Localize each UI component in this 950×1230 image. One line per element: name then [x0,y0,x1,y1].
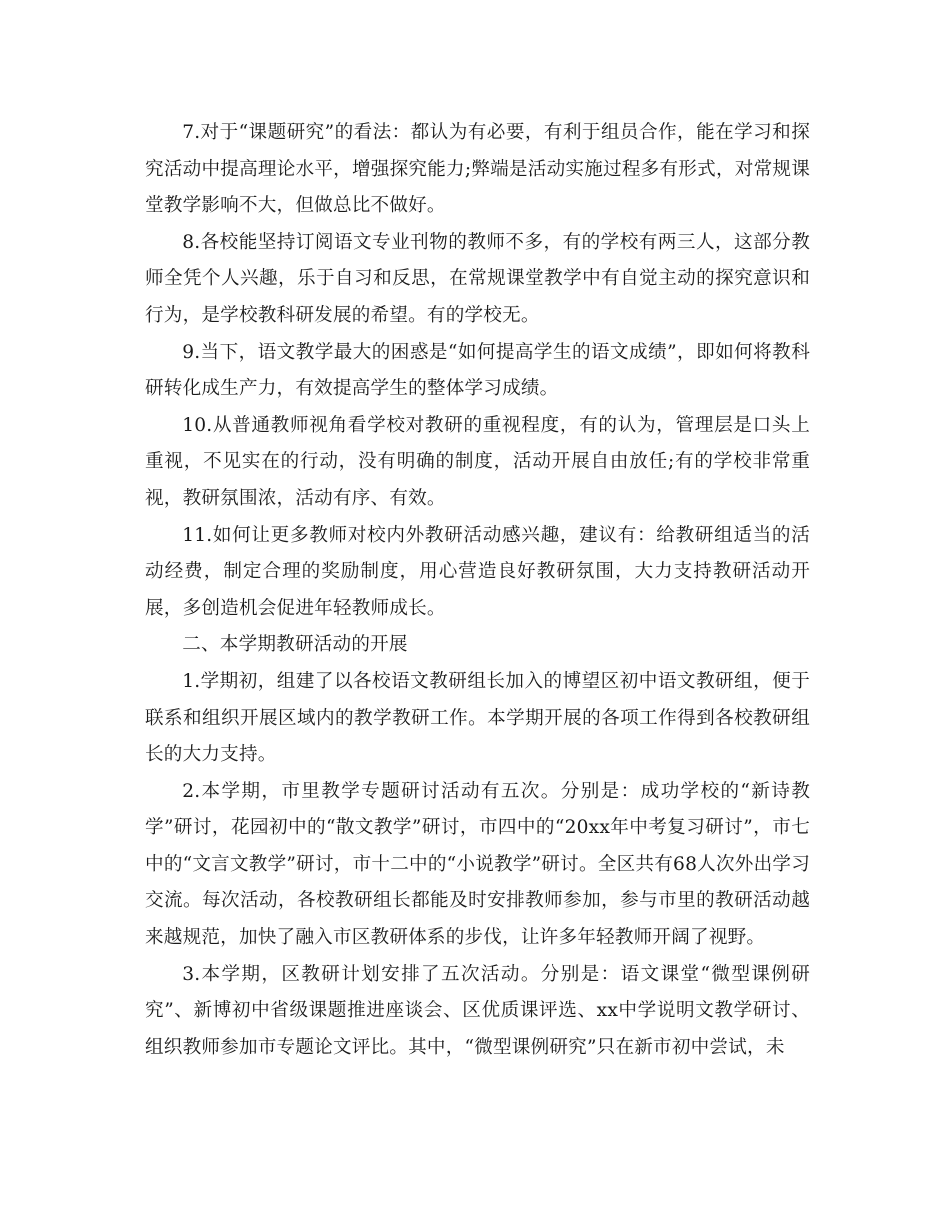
paragraph-item-1: 1.学期初，组建了以各校语文教研组长加入的博望区初中语文教研组，便于联系和组织开展区域内的教学教研工作。本学期开展的各项工作得到各校教研组长的大力支持。 [145,670,810,766]
paragraph-item-7: 7.对于“课题研究”的看法：都认为有必要，有利于组员合作，能在学习和探究活动中提高理论水平，增强探究能力;弊端是活动实施过程多有形式，对常规课堂教学影响不大，但做总比不做好。 [145,122,810,217]
paragraph-item-8: 8.各校能坚持订阅语文专业刊物的教师不多，有的学校有两三人，这部分教师全凭个人兴趣，乐于自习和反思，在常规课堂教学中有自觉主动的探究意识和行为，是学校教科研发展的希望。有的学校无。 [145,231,810,326]
document-body [145,115,810,1066]
paragraph-item-3: 3.本学期，区教研计划安排了五次活动。分别是：语文课堂“微型课例研究”、新博初中省级课题推进座谈会、区优质课评选、xx中学说明文教学研讨、组织教师参加市专题论文评比。其中，“微型课例研究”只在新市初中尝试，未 [145,963,810,1058]
paragraph-item-9: 9.当下，语文教学最大的困惑是“如何提高学生的语文成绩”，即如何将教科研转化成生产力，有效提高学生的整体学习成绩。 [145,341,810,400]
paragraph-item-2: 2.本学期，市里教学专题研讨活动有五次。分别是：成功学校的“新诗教学”研讨，花园初中的“散文教学”研讨，市四中的“20xx年中考复习研讨”，市七中的“文言文教学”研讨，市十二中的“小说教学”研讨。全区共有68人次外出学习交流。每次活动，各校教研组长都能及时安排教师参加，参与市里的教研活动越来越规范，加快了融入市区教研体系的步伐，让许多年轻教师开阔了视野。 [145,780,810,949]
section-heading: 二、本学期教研活动的开展 [182,634,408,656]
paragraph-item-10: 10.从普通教师视角看学校对教研的重视程度，有的认为，管理层是口头上重视，不见实在的行动，没有明确的制度，活动开展自由放任;有的学校非常重视，教研氛围浓，活动有序、有效。 [145,414,810,509]
paragraph-item-11: 11.如何让更多教师对校内外教研活动感兴趣，建议有：给教研组适当的活动经费，制定合理的奖励制度，用心营造良好教研氛围，大力支持教研活动开展，多创造机会促进年轻教师成长。 [145,524,810,619]
